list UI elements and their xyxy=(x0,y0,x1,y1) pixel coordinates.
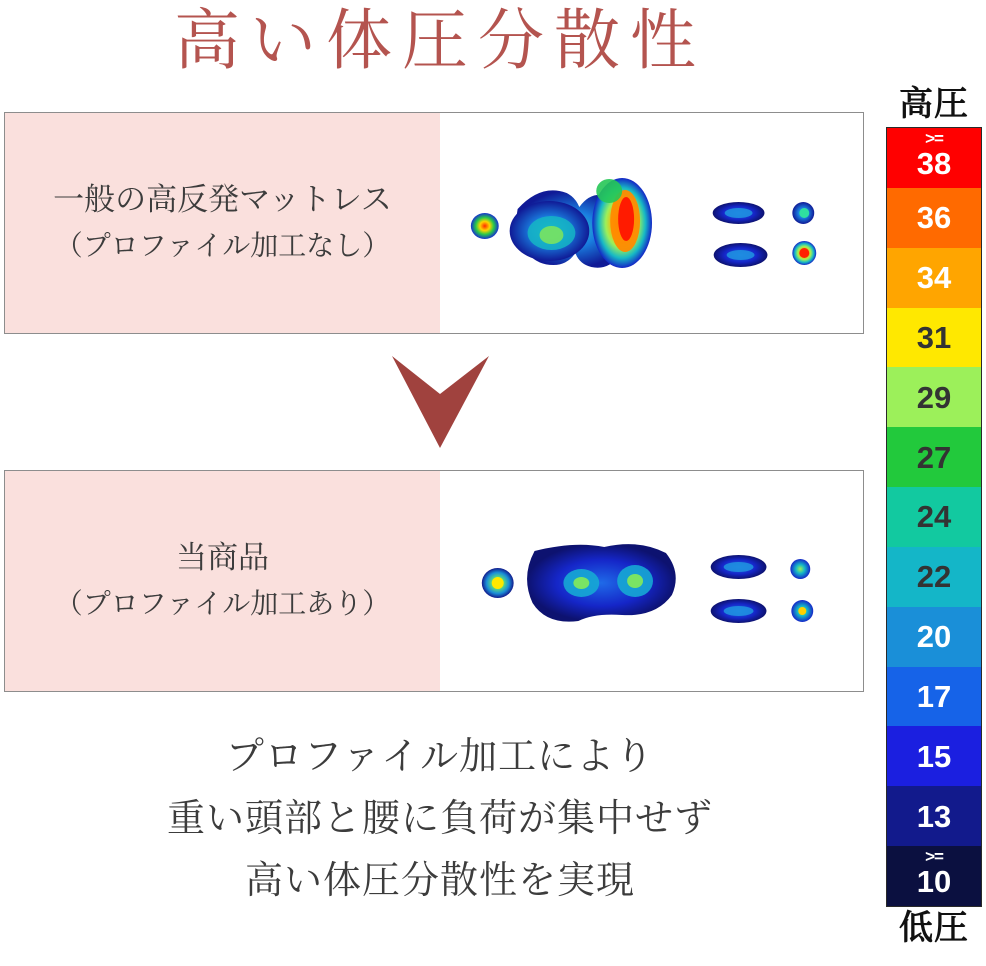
legend-cell-value: 31 xyxy=(916,319,952,355)
legend-cell-value: 15 xyxy=(916,738,952,774)
panel-label-product xyxy=(5,471,440,691)
legend-cell-10 xyxy=(887,846,981,906)
legend-cell-value: 36 xyxy=(916,200,952,236)
legend-cell-36 xyxy=(887,188,981,248)
legend-gte-marker: >= xyxy=(925,129,943,148)
caption xyxy=(0,726,880,912)
legend-cell-value: 38 xyxy=(916,146,952,182)
legend-cell-value: 22 xyxy=(916,559,952,595)
caption-line-1: プロファイル加工により xyxy=(225,736,655,778)
panel-label-product-line1: 当商品 xyxy=(176,540,269,575)
legend-cell-27 xyxy=(887,427,981,487)
comparison-panel-product xyxy=(4,470,864,692)
pressure-map-general-image xyxy=(440,113,863,333)
legend-cell-38 xyxy=(887,128,981,188)
legend-cell-17 xyxy=(887,667,981,727)
legend-cell-20 xyxy=(887,607,981,667)
caption-line-3: 高い体圧分散性を実現 xyxy=(244,860,635,902)
legend-cell-value: 24 xyxy=(916,499,952,535)
legend-cell-value: 20 xyxy=(916,619,952,655)
comparison-panel-general xyxy=(4,112,864,334)
legend-high-label: 高圧 xyxy=(899,86,969,123)
panel-label-general-line1: 一般の高反発マットレス xyxy=(53,182,392,217)
legend-low-label: 低圧 xyxy=(899,910,969,947)
legend-cell-29 xyxy=(887,367,981,427)
pressure-map-product-image xyxy=(440,471,863,691)
legend-cell-value: 29 xyxy=(916,379,952,415)
pressure-map-product xyxy=(440,471,863,691)
legend-cell-15 xyxy=(887,726,981,786)
pressure-legend xyxy=(886,86,982,956)
legend-cell-34 xyxy=(887,248,981,308)
legend-cell-value: 34 xyxy=(916,260,952,296)
panel-label-general xyxy=(5,113,440,333)
caption-line-2: 重い頭部と腰に負荷が集中せず xyxy=(166,798,713,840)
legend-color-scale xyxy=(886,127,982,907)
legend-cell-31 xyxy=(887,308,981,368)
panel-label-product-line2: （プロファイル加工あり） xyxy=(54,588,391,619)
pressure-map-general xyxy=(440,113,863,333)
legend-cell-24 xyxy=(887,487,981,547)
down-arrow-icon xyxy=(388,352,493,452)
legend-cell-13 xyxy=(887,786,981,846)
legend-cell-value: 13 xyxy=(916,798,952,834)
legend-gte-marker: >= xyxy=(925,847,943,867)
page-title: 高い体圧分散性 xyxy=(174,5,706,78)
legend-cell-value: 10 xyxy=(916,863,952,899)
legend-cell-22 xyxy=(887,547,981,607)
legend-cell-value: 27 xyxy=(916,439,952,475)
legend-cell-value: 17 xyxy=(916,679,952,715)
panel-label-general-line2: （プロファイル加工なし） xyxy=(54,230,391,261)
